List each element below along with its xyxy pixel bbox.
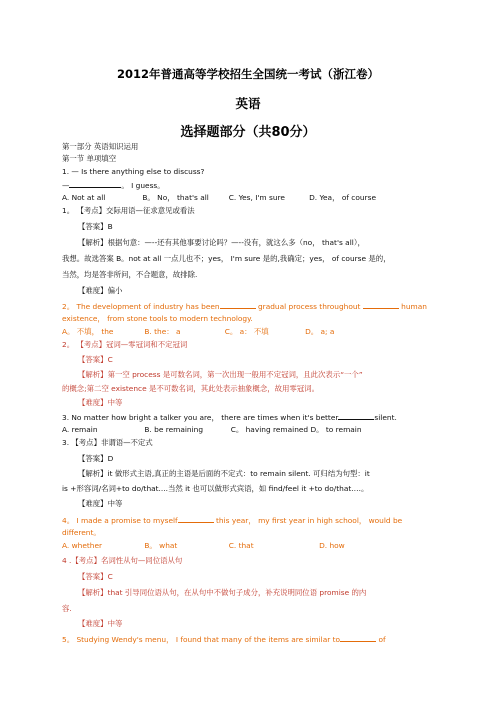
q4-option-b: B。 what [144,541,178,550]
q3-analysis-line1: 【解析】it 做形式主语,真正的主语是后面的不定式：to remain silent. 可归结为句型：it [78,469,370,478]
q1-options [62,193,376,202]
q1-option-d: D. Yea， of course [309,193,376,202]
q1-option-a: A. Not at all [62,193,106,202]
q4-answer: 【答案】C [78,572,113,581]
q5-stem-part1: 5。 Studying Wendy's menu， I found that many of the items are similar to [62,635,341,644]
q1-stem: 1. — Is there anything else to discuss? [62,167,205,176]
answer-blank [69,180,121,188]
q2-answer: 【答案】C [78,355,113,364]
q4-point: 4 .【考点】名词性从句—同位语从句 [62,556,183,565]
q4-stem-line2: different。 [62,528,101,537]
q3-point: 3. 【考点】非谓语—不定式 [62,438,153,447]
q4-stem-part1: 4。 I made a promise to myself [62,516,178,525]
q4-option-c: C. that [228,541,254,550]
q2-stem-part3: human [401,302,427,311]
q1-option-c: C. Yes, I'm sure [228,193,285,202]
q1-difficulty: 【难度】偏小 [78,286,123,295]
q3-answer: 【答案】D [78,454,114,463]
answer-blank [220,301,256,309]
answer-blank [340,634,376,642]
q2-option-c: C。 a： 不填 [224,327,269,336]
q1-reply-prefix: — [62,181,70,190]
q1-analysis-line2: 我想。故选答案 B。not at all 一点儿也不；yes， I'm sure 是的,我确定；yes， of course 是的， [62,254,391,263]
q3-option-cd: C。 having remained D。 to remain [230,425,362,434]
q2-stem-line2: existence， from stone tools to modern technology. [62,314,253,323]
q3-option-a: A. remain [62,425,98,434]
q3-difficulty: 【难度】中等 [78,499,123,508]
q4-analysis-line1: 【解析】that 引导同位语从句，在从句中不做句子成分，补充说明同位语 promise 的内 [78,588,367,597]
q4-option-d: D. how [319,541,345,550]
q2-options [62,327,334,336]
q4-stem-line1 [62,515,402,525]
q5-stem-line1 [62,634,386,644]
q3-stem-part2: silent. [374,413,397,422]
q4-stem-part2: this year， my first year in high school， would be [216,516,403,525]
answer-blank [178,515,214,523]
exam-title: 2012年普通高等学校招生全国统一考试（浙江卷） [116,67,379,81]
q2-difficulty: 【难度】中等 [78,398,123,407]
q3-stem-part1: 3. No matter how bright a talker you are， there are times when it's better [62,413,339,422]
q1-reply-suffix: 。 I guess。 [121,181,165,190]
q4-difficulty: 【难度】中等 [78,619,123,628]
q4-option-a: A. whether [62,541,103,550]
answer-blank [363,301,399,309]
q2-stem-part1: 2。 The development of industry has been [62,302,220,311]
q4-analysis-line2: 容. [62,604,72,613]
section-one-heading: 第一节 单项填空 [62,154,117,163]
q2-point: 2。 【考点】冠词—零冠词和不定冠词 [62,340,188,349]
q3-options [62,425,362,434]
section-title: 选择题部分（共80分） [180,125,316,140]
q1-analysis-line1: 【解析】根据句意：—--还有其他事要讨论吗？—--没有，就这么多（no， that's all）， [78,238,365,247]
part-one-heading: 第一部分 英语知识运用 [62,142,139,151]
q1-point: 1。 【考点】交际用语—征求意见或看法 [62,206,195,215]
q2-stem-part2: gradual process throughout [257,302,361,311]
answer-blank [338,412,374,420]
q4-options [62,541,345,550]
q2-option-a: A。 不填， the [62,327,114,336]
q2-analysis-line2: 的概念;第二空 existence 是不可数名词，其此处表示抽象概念，故用零冠词。 [62,384,319,393]
q2-analysis-line1: 【解析】第一空 process 是可数名词，第一次出现一般用不定冠词，且此次表示“一个” [78,370,363,379]
q3-stem [62,412,397,422]
q1-reply [62,180,165,190]
q1-analysis-line3: 当然，均是答非所问，不合题意，故排除. [62,270,198,279]
q2-stem-line1 [62,301,427,311]
q3-option-b: B. be remaining [144,425,204,434]
q1-answer: 【答案】B [78,222,113,231]
q5-stem-part2: of [378,635,386,644]
q2-option-b: B. the： a [144,327,181,336]
q3-analysis-line2: is +形容词/名词+to do/that....当然 it 也可以做形式宾语，如 find/feel it +to do/that.…。 [62,484,369,493]
subject-title: 英语 [235,96,261,111]
q1-option-b: B。 No， that's all [142,193,209,202]
q2-option-d: D。 a; a [305,327,335,336]
